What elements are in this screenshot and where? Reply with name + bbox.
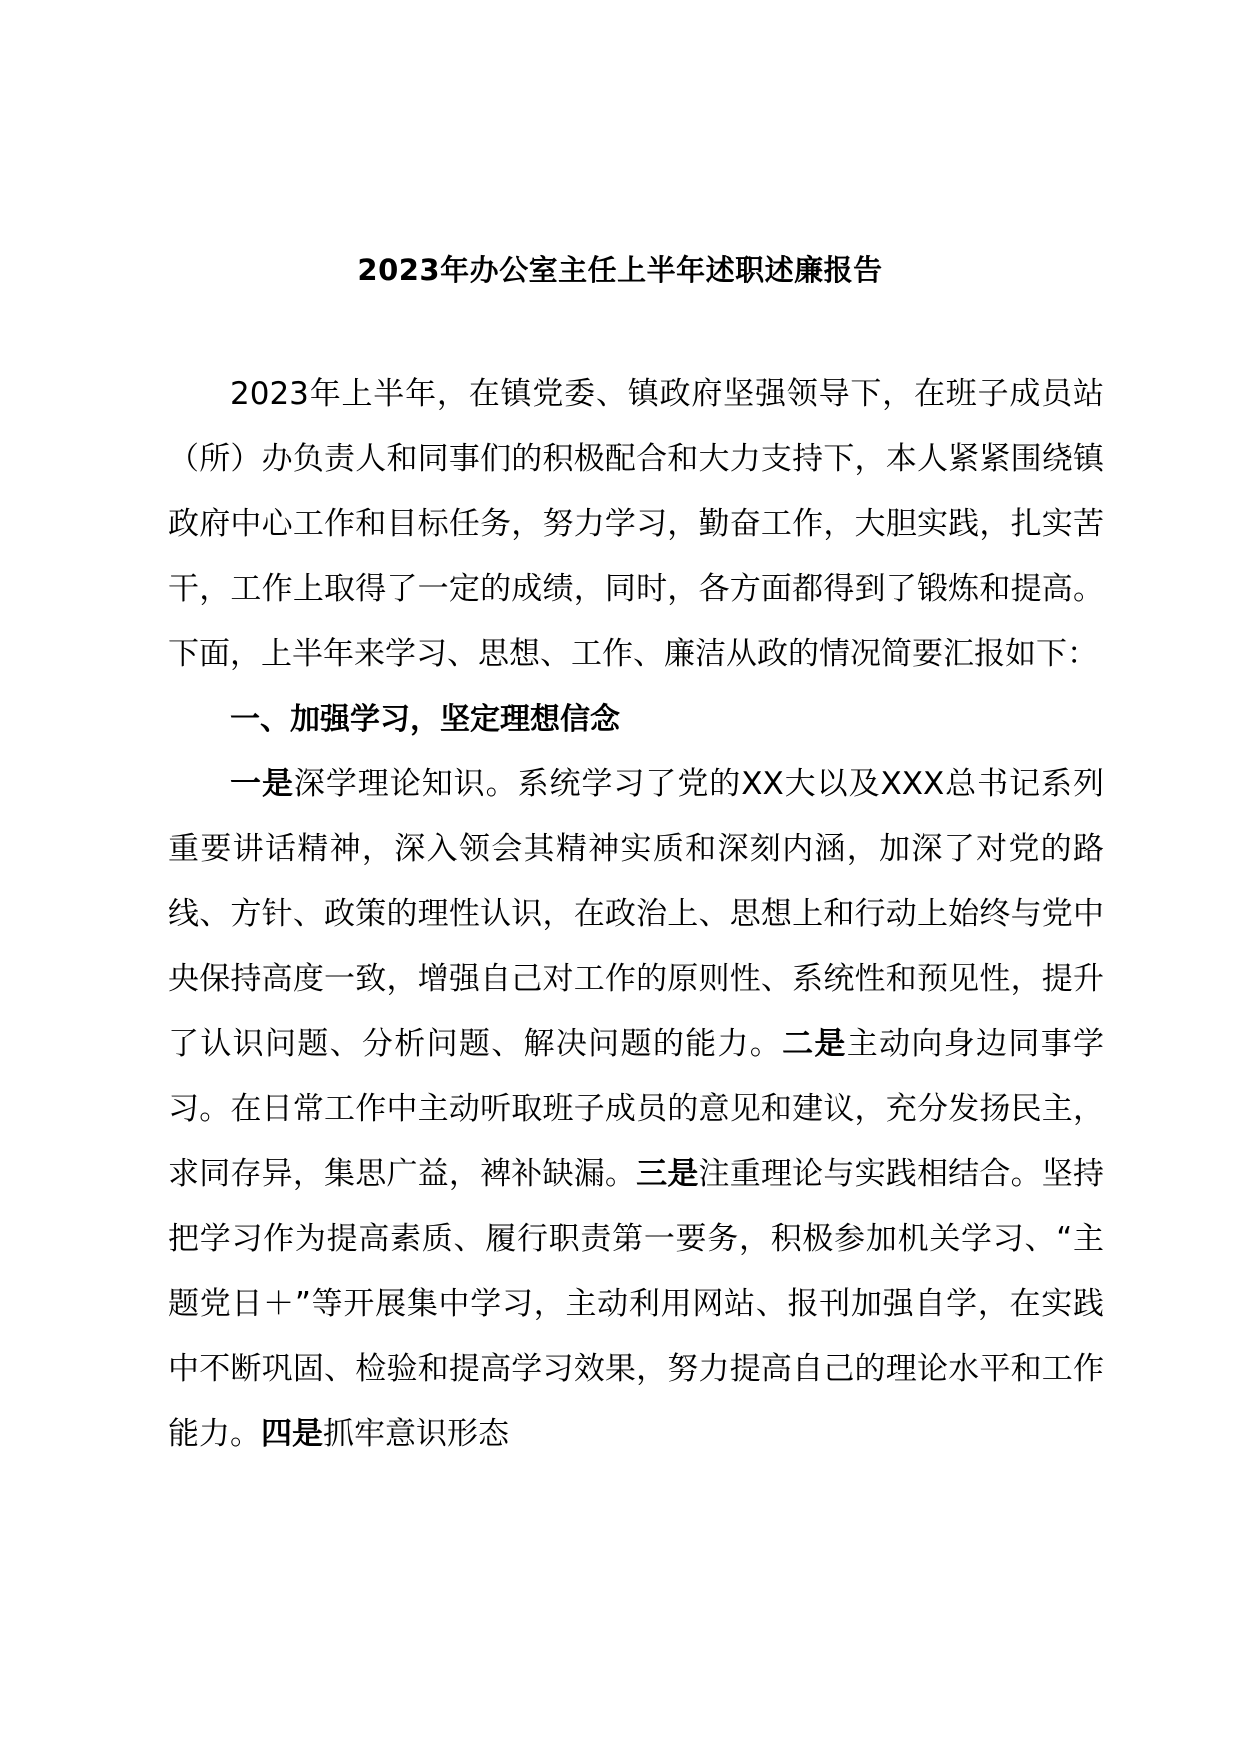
item-lead-4: 四是 bbox=[261, 1416, 323, 1452]
intro-paragraph: 2023年上半年，在镇党委、镇政府坚强领导下，在班子成员站（所）办负责人和同事们的积极配合和大力支持下，本人紧紧围绕镇政府中心工作和目标任务，努力学习，勤奋工作，大胆实践，扎实苦干，工作上取得了一定的成绩，同时，各方面都得到了锻炼和提高。下面，上半年来学习、思想、工作、廉洁从政的情况简要汇报如下： bbox=[168, 376, 1104, 672]
document-body bbox=[168, 362, 1104, 1467]
item-lead-3: 三是 bbox=[636, 1156, 699, 1192]
item-text-4: 抓牢意识形态 bbox=[323, 1416, 509, 1452]
section-heading: 一、加强学习，坚定理想信念 bbox=[230, 702, 620, 737]
item-text-2: 主动向身边同事学习。在日常工作中主动听取班子成员的意见和建议，充分发扬民主，求同存异，集思广益，裨补缺漏。 bbox=[168, 1026, 1105, 1192]
section-paragraph bbox=[168, 752, 1104, 1467]
item-text-3: 注重理论与实践相结合。坚持把学习作为提高素质、履行职责第一要务，积极参加机关学习、“主题党日＋”等开展集中学习，主动利用网站、报刊加强自学，在实践中不断巩固、检验和提高学习效果，努力提高自己的理论水平和工作能力。 bbox=[168, 1156, 1105, 1452]
item-lead-1: 一是 bbox=[230, 766, 294, 802]
document-title: 2023年办公室主任上半年述职述廉报告 bbox=[357, 253, 883, 287]
item-lead-2: 二是 bbox=[782, 1026, 847, 1062]
item-text-1: 深学理论知识。系统学习了党的XX大以及XXX总书记系列重要讲话精神，深入领会其精神实质和深刻内涵，加深了对党的路线、方针、政策的理性认识，在政治上、思想上和行动上始终与党中央保持高度一致，增强自己对工作的原则性、系统性和预见性，提升了认识问题、分析问题、解决问题的能力。 bbox=[168, 766, 1104, 1062]
